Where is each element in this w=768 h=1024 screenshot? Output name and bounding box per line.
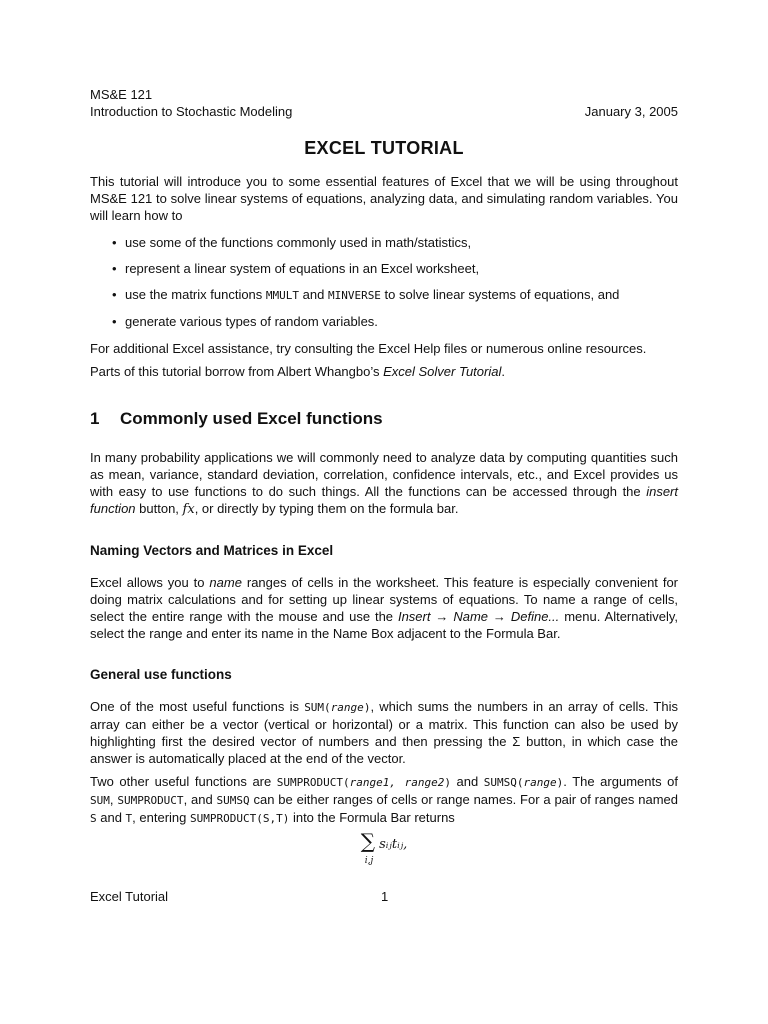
general-text: button, in which case the answer is automatically placed at the end of the vector. bbox=[90, 734, 678, 766]
bullet-icon: • bbox=[112, 287, 117, 302]
menu-path: Insert → Name → Define... bbox=[397, 609, 560, 624]
general-text: can be either ranges of cells or range names. For a pair of ranges named bbox=[249, 792, 678, 807]
code-sumproduct: SUMPRODUCT bbox=[117, 794, 184, 807]
credits-text: Parts of this tutorial borrow from Albert Whangbo’s bbox=[90, 364, 384, 379]
code-paren: ) bbox=[444, 776, 451, 789]
code-sum: SUM bbox=[90, 794, 110, 807]
code-range-s: S bbox=[90, 812, 97, 825]
code-mmult: MMULT bbox=[265, 289, 300, 302]
naming-text: menu. Alternatively, select the range and enter its name in the Name Box adjacent to the Formula Bar. bbox=[90, 609, 678, 641]
section-text: , or directly by typing them on the formula bar. bbox=[194, 501, 459, 516]
sumproduct-paragraph bbox=[90, 773, 678, 827]
general-text: One of the most useful functions is bbox=[90, 699, 305, 714]
list-item bbox=[112, 286, 678, 304]
code-argument: range bbox=[330, 701, 364, 714]
code-paren: ) bbox=[363, 701, 371, 714]
assistance-paragraph: For additional Excel assistance, try consulting the Excel Help files or numerous online resources. bbox=[90, 341, 647, 356]
footer-title: Excel Tutorial bbox=[90, 889, 169, 904]
list-item bbox=[112, 234, 678, 251]
section-text: In many probability applications we will commonly need to analyze data by computing quantities such as mean, variance, standard deviation, correlation, confidence intervals, etc., and Excel provides us with easy to use functions to do such things. All the functions can be accessed through the bbox=[90, 450, 678, 499]
code-sumsq: SUMSQ( bbox=[483, 776, 524, 789]
page-number: 1 bbox=[381, 889, 389, 904]
code-sumproduct: SUMPRODUCT( bbox=[276, 776, 350, 789]
code-paren: ) bbox=[556, 776, 564, 789]
naming-text: Excel allows you to bbox=[90, 575, 210, 590]
code-argument: range1, range2 bbox=[349, 776, 445, 789]
bullet-text: and bbox=[299, 287, 328, 302]
section-paragraph bbox=[90, 449, 678, 518]
naming-paragraph bbox=[90, 574, 678, 642]
header-row bbox=[90, 103, 678, 120]
section-number: 1 bbox=[90, 409, 100, 428]
bullet-text: to solve linear systems of equations, and bbox=[380, 287, 620, 302]
equation-body bbox=[360, 829, 408, 866]
bullet-icon: • bbox=[112, 261, 117, 276]
section-heading bbox=[90, 408, 678, 430]
list-item bbox=[112, 313, 678, 330]
bullet-text: use the matrix functions bbox=[125, 287, 266, 302]
code-sumproduct-st: SUMPRODUCT(S,T) bbox=[190, 812, 290, 825]
insert-function-term: insert function bbox=[90, 484, 678, 516]
sum-paragraph bbox=[90, 698, 678, 767]
intro-paragraph bbox=[90, 173, 678, 224]
code-range-t: T bbox=[125, 812, 133, 825]
sum-equation bbox=[90, 829, 678, 867]
general-text: into the Formula Bar returns bbox=[289, 810, 455, 825]
document-title: EXCEL TUTORIAL bbox=[304, 138, 464, 158]
document-date: January 3, 2005 bbox=[584, 104, 678, 119]
code-argument: range bbox=[523, 776, 557, 789]
course-number: MS&E 121 bbox=[90, 87, 153, 102]
page-footer bbox=[90, 888, 678, 905]
name-term: name bbox=[209, 575, 242, 590]
code-sumsq: SUMSQ bbox=[216, 794, 250, 807]
naming-text: ranges of cells in the worksheet. This feature is especially convenient for doing matrix calculations and for setting up linear systems of equations. To name a range of cells, select the entire range with the mouse and use the bbox=[90, 575, 679, 624]
credits-text: . bbox=[501, 364, 505, 379]
list-item bbox=[112, 260, 678, 277]
subsection-heading-general: General use functions bbox=[90, 667, 232, 682]
general-text: Two other useful functions are bbox=[90, 774, 277, 789]
bullet-icon: • bbox=[112, 235, 117, 250]
bullet-text: generate various types of random variables. bbox=[125, 314, 378, 329]
subsection-heading-naming: Naming Vectors and Matrices in Excel bbox=[90, 543, 334, 558]
sigma-symbol: Σ bbox=[512, 734, 521, 749]
bullet-text: use some of the functions commonly used in math/statistics, bbox=[125, 235, 472, 250]
section-text: button, bbox=[135, 501, 183, 516]
code-minverse: MINVERSE bbox=[327, 289, 381, 302]
general-text: , and bbox=[183, 792, 217, 807]
summation-subscript: i,j bbox=[364, 856, 374, 866]
bullet-text: represent a linear system of equations in an Excel worksheet, bbox=[125, 261, 480, 276]
general-text: and bbox=[450, 774, 484, 789]
general-text: , which sums the numbers in an array of cells. This array can either be a vector (vertical or horizontal) or a matrix. This function can also be used by highlighting first the desired vector of numbers and then pressing the bbox=[90, 699, 678, 749]
code-sum: SUM( bbox=[304, 701, 331, 714]
general-text: and bbox=[96, 810, 126, 825]
fx-symbol: fx bbox=[182, 502, 195, 517]
general-text: , entering bbox=[132, 810, 190, 825]
intro-bullet-list bbox=[90, 234, 678, 330]
credits-paragraph bbox=[90, 363, 678, 380]
summation-icon: ∑ bbox=[360, 829, 375, 853]
course-title: Introduction to Stochastic Modeling bbox=[90, 104, 293, 119]
document-page bbox=[90, 86, 678, 867]
equation-term: sᵢⱼtᵢⱼ, bbox=[379, 837, 408, 852]
general-text: . The arguments of bbox=[563, 774, 679, 789]
bullet-icon: • bbox=[112, 314, 117, 329]
section-title: Commonly used Excel functions bbox=[120, 409, 383, 428]
intro-text: This tutorial will introduce you to some essential features of Excel that we will be using throughout MS&E 121 to solve linear systems of equations, analyzing data, and simulating random variables. You will learn how to bbox=[90, 174, 678, 223]
credits-reference: Excel Solver Tutorial bbox=[383, 364, 502, 379]
general-text: , bbox=[109, 792, 118, 807]
